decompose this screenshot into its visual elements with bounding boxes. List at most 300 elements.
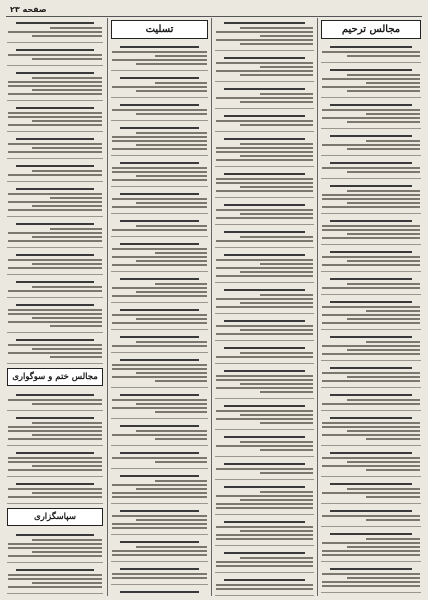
notice-text-line (112, 179, 207, 181)
notice-text-line (216, 495, 313, 497)
notice-text-line (8, 321, 102, 323)
notice-text-line (8, 457, 102, 459)
notice-text-line (50, 197, 102, 199)
notice-list-left-top (6, 18, 104, 364)
notice-block (321, 363, 421, 388)
notice-text-line (32, 120, 103, 122)
notice-block (7, 300, 103, 333)
notice-text-line (216, 445, 313, 447)
notice-block (111, 564, 208, 585)
notice-text-line (366, 538, 420, 540)
notice-text-line (8, 54, 102, 56)
notice-text-line (50, 228, 102, 230)
notice-heading-line (224, 231, 306, 233)
notice-text-line (347, 90, 421, 92)
notice-block (321, 100, 421, 129)
notice-text-line (322, 585, 420, 587)
notice-text-line (322, 144, 420, 146)
notice-text-line (32, 348, 103, 350)
notice-heading-line (330, 104, 412, 106)
notice-heading-line (120, 220, 200, 222)
notice-text-line (136, 546, 207, 548)
notice-text-line (8, 290, 102, 292)
notice-text-line (322, 86, 420, 88)
notice-text-line (216, 147, 313, 149)
notice-text-line (112, 434, 207, 436)
notice-block (321, 131, 421, 156)
notice-heading-line (120, 425, 200, 427)
notice-block (111, 189, 208, 214)
notice-block (321, 42, 421, 63)
notice-heading-line (16, 483, 95, 485)
notice-heading-line (120, 452, 200, 454)
notice-heading-line (224, 289, 306, 291)
notice-heading-line (16, 49, 95, 51)
notice-text-line (136, 175, 207, 177)
notice-text-line (8, 201, 102, 203)
notice-text-line (240, 352, 313, 354)
notice-text-line (322, 434, 420, 436)
notice-heading-line (330, 452, 412, 454)
notice-block (111, 274, 208, 303)
notice-text-line (112, 457, 207, 459)
notice-text-line (8, 543, 102, 545)
notice-block (7, 565, 103, 594)
notice-text-line (112, 492, 207, 494)
notice-block (7, 413, 103, 446)
notice-text-line (322, 51, 420, 53)
notice-heading-line (120, 104, 200, 106)
notice-text-line (260, 391, 313, 393)
notice-text-line (260, 35, 313, 37)
notice-text-line (136, 113, 207, 115)
notice-text-line (32, 147, 103, 149)
notice-text-line (112, 198, 207, 200)
notice-block (215, 169, 314, 198)
notice-heading-line (16, 138, 95, 140)
notice-text-line (112, 59, 207, 61)
notice-text-line (322, 314, 420, 316)
notice-text-line (8, 232, 102, 234)
notice-text-line (216, 333, 313, 335)
notice-text-line (347, 376, 421, 378)
notice-text-line (8, 151, 102, 153)
notice-text-line (216, 190, 313, 192)
notice-text-line (32, 317, 103, 319)
notice-text-line (216, 325, 313, 327)
notice-text-line (155, 55, 207, 57)
notice-text-line (32, 236, 103, 238)
notice-text-line (322, 109, 420, 111)
notice-text-line (216, 565, 313, 567)
notice-block (215, 250, 314, 283)
notice-text-line (8, 430, 102, 432)
notice-block (321, 181, 421, 214)
notice-text-line (366, 496, 420, 498)
notice-block (111, 587, 208, 596)
notice-heading-line (224, 138, 306, 140)
notice-text-line (8, 438, 102, 440)
notice-block (215, 111, 314, 132)
notice-text-line (112, 136, 207, 138)
notice-heading-line (224, 436, 306, 438)
notice-text-line (155, 283, 207, 285)
notice-text-line (155, 461, 207, 463)
notice-text-line (32, 286, 103, 288)
notice-heading-line (330, 69, 412, 71)
column-right (320, 18, 422, 596)
notice-text-line (347, 55, 421, 57)
column-left (6, 18, 104, 596)
notice-text-line (155, 82, 207, 84)
notice-text-line (112, 527, 207, 529)
notice-heading-line (120, 510, 200, 512)
notice-text-line (347, 283, 421, 285)
notice-heading-line (120, 77, 200, 79)
notice-heading-line (330, 162, 412, 164)
notice-block (7, 335, 103, 364)
notice-text-line (216, 159, 313, 161)
notice-text-line (136, 144, 207, 146)
notice-text-line (136, 430, 207, 432)
notice-block (215, 200, 314, 225)
notice-text-line (112, 550, 207, 552)
notice-heading-line (224, 88, 306, 90)
notice-text-line (216, 97, 313, 99)
notice-text-line (240, 124, 313, 126)
notice-text-line (322, 322, 420, 324)
notice-text-line (32, 35, 103, 37)
notice-block (111, 216, 208, 237)
notice-text-line (112, 295, 207, 297)
notice-text-line (8, 586, 102, 588)
notice-text-line (112, 484, 207, 486)
notice-block (7, 390, 103, 411)
notice-heading-line (224, 173, 306, 175)
notice-text-line (322, 345, 420, 347)
notice-text-line (112, 229, 207, 231)
notice-text-line (50, 356, 102, 358)
notice-text-line (366, 438, 420, 440)
notice-text-line (216, 182, 313, 184)
section-heading-thanks: سپاسگزاری (7, 508, 103, 526)
notice-text-line (322, 225, 420, 227)
notice-text-line (347, 349, 421, 351)
notice-block (321, 479, 421, 504)
notice-list-right (320, 42, 422, 596)
notice-text-line (112, 376, 207, 378)
notice-text-line (8, 93, 102, 95)
notice-heading-line (16, 223, 95, 225)
notice-text-line (155, 438, 207, 440)
notice-text-line (155, 252, 207, 254)
notice-text-line (366, 519, 420, 521)
notice-text-line (50, 27, 102, 29)
notice-text-line (322, 573, 420, 575)
notice-text-line (216, 217, 313, 219)
notice-heading-line (330, 533, 412, 535)
notice-text-line (366, 341, 420, 343)
notice-text-line (136, 403, 207, 405)
notice-heading-line (16, 281, 95, 283)
notice-text-line (136, 341, 207, 343)
notice-text-line (260, 472, 313, 474)
notice-heading-line (330, 568, 412, 570)
notice-text-line (322, 287, 420, 289)
notice-text-line (136, 291, 207, 293)
notice-block (215, 366, 314, 399)
notice-text-line (32, 77, 103, 79)
notice-text-line (112, 206, 207, 208)
notice-text-line (240, 101, 313, 103)
notice-block (215, 316, 314, 341)
notice-block (111, 471, 208, 504)
notice-block (215, 575, 314, 596)
notice-text-line (322, 198, 420, 200)
notice-text-line (322, 306, 420, 308)
notice-text-line (32, 551, 103, 553)
notice-text-line (32, 263, 103, 265)
notice-heading-line (120, 162, 200, 164)
notice-text-line (8, 496, 102, 498)
notice-block (111, 390, 208, 419)
notice-text-line (260, 449, 313, 451)
notice-text-line (216, 526, 313, 528)
notice-text-line (240, 43, 313, 45)
notice-text-line (112, 345, 207, 347)
notice-text-line (216, 298, 313, 300)
notice-text-line (347, 121, 421, 123)
notice-text-line (240, 329, 313, 331)
notice-text-line (112, 554, 207, 556)
notice-text-line (322, 117, 420, 119)
notice-text-line (216, 267, 313, 269)
notice-text-line (216, 503, 313, 505)
notice-block (111, 332, 208, 353)
notice-text-line (322, 353, 420, 355)
notice-text-line (216, 240, 313, 242)
notice-text-line (8, 578, 102, 580)
notice-text-line (347, 148, 421, 150)
notice-heading-line (330, 135, 412, 137)
notice-block (7, 184, 103, 217)
notice-text-line (322, 256, 420, 258)
notice-block (321, 595, 421, 596)
notice-text-line (347, 171, 421, 173)
notice-block (111, 73, 208, 98)
notice-heading-line (224, 57, 306, 59)
notice-text-line (347, 260, 421, 262)
notice-text-line (32, 539, 103, 541)
notice-heading-line (224, 22, 306, 24)
notice-text-line (322, 550, 420, 552)
notice-text-line (216, 70, 313, 72)
notice-text-line (50, 325, 102, 327)
notice-text-line (347, 190, 421, 192)
notice-text-line (240, 213, 313, 215)
notice-text-line (216, 31, 313, 33)
notice-text-line (8, 469, 102, 471)
notice-text-line (8, 259, 102, 261)
notice-text-line (32, 434, 103, 436)
notice-text-line (136, 132, 207, 134)
notice-text-line (8, 399, 102, 401)
notice-text-line (240, 186, 313, 188)
notice-heading-line (330, 394, 412, 396)
notice-heading-line (224, 320, 306, 322)
notice-heading-line (16, 452, 95, 454)
notice-text-line (322, 515, 420, 517)
notice-text-line (260, 93, 313, 95)
notice-text-line (347, 74, 421, 76)
notice-text-line (216, 379, 313, 381)
notice-heading-line (16, 188, 95, 190)
notice-heading-line (330, 336, 412, 338)
notice-text-line (112, 51, 207, 53)
notice-block (215, 343, 314, 364)
notice-text-line (112, 496, 207, 498)
notice-text-line (216, 178, 313, 180)
notice-heading-line (16, 417, 95, 419)
notice-text-line (347, 577, 421, 579)
page-header (6, 4, 422, 17)
notice-text-line (347, 233, 421, 235)
notice-list-center-right (214, 18, 315, 596)
notice-block (215, 285, 314, 314)
notice-text-line (322, 403, 420, 405)
column-divider (211, 18, 212, 596)
notice-block (321, 274, 421, 295)
notice-block (111, 42, 208, 71)
notice-text-line (112, 86, 207, 88)
notice-text-line (8, 352, 102, 354)
notice-text-line (8, 31, 102, 33)
notice-text-line (240, 271, 313, 273)
notice-text-line (347, 318, 421, 320)
notice-text-line (155, 411, 207, 413)
notice-text-line (8, 574, 102, 576)
notice-text-line (366, 113, 420, 115)
notice-text-line (347, 488, 421, 490)
notice-text-line (322, 78, 420, 80)
notice-text-line (216, 306, 313, 308)
notice-heading-line (224, 204, 306, 206)
notice-text-line (322, 465, 420, 467)
notice-text-line (216, 151, 313, 153)
notice-text-line (322, 229, 420, 231)
notice-block (321, 564, 421, 593)
notice-text-line (8, 143, 102, 145)
notice-text-line (112, 167, 207, 169)
notice-heading-line (330, 483, 412, 485)
notice-text-line (216, 410, 313, 412)
notice-heading-line (120, 127, 200, 129)
notice-text-line (347, 546, 421, 548)
notice-text-line (216, 588, 313, 590)
notice-text-line (32, 205, 103, 207)
notice-heading-line (224, 463, 306, 465)
notice-heading-line (120, 568, 200, 570)
notice-block (215, 482, 314, 515)
notice-block (111, 355, 208, 388)
notice-text-line (240, 414, 313, 416)
notice-block (215, 227, 314, 248)
notice-heading-line (330, 185, 412, 187)
page-number: صفحه ۲۳ (10, 5, 47, 14)
notice-block (321, 158, 421, 179)
notice-heading-line (120, 243, 200, 245)
notice-heading-line (16, 304, 95, 306)
notice-heading-line (16, 165, 95, 167)
notice-text-line (112, 109, 207, 111)
notice-text-line (347, 399, 421, 401)
notice-text-line (216, 120, 313, 122)
notice-text-line (216, 534, 313, 536)
notice-block (321, 390, 421, 411)
notice-text-line (112, 407, 207, 409)
notice-heading-line (224, 486, 306, 488)
notice-heading-line (120, 278, 200, 280)
notice-text-line (240, 499, 313, 501)
notice-block (215, 432, 314, 457)
notice-heading-line (16, 254, 95, 256)
notice-heading-line (120, 394, 200, 396)
notice-block (215, 53, 314, 82)
notice-text-line (260, 294, 313, 296)
notice-heading-line (120, 336, 200, 338)
notice-text-line (8, 344, 102, 346)
notice-text-line (240, 155, 313, 157)
notice-heading-line (120, 46, 200, 48)
notice-text-line (32, 492, 103, 494)
notice-heading-line (16, 22, 95, 24)
notice-block (111, 506, 208, 535)
notice-heading-line (330, 301, 412, 303)
notice-block (321, 332, 421, 361)
notice-text-line (322, 422, 420, 424)
notice-text-line (240, 302, 313, 304)
notice-text-line (216, 275, 313, 277)
notice-text-line (216, 62, 313, 64)
notice-block (7, 277, 103, 298)
notice-text-line (112, 523, 207, 525)
notice-block (7, 530, 103, 563)
notice-text-line (136, 519, 207, 521)
notice-heading-line (120, 193, 200, 195)
notice-text-line (216, 507, 313, 509)
notice-text-line (8, 81, 102, 83)
notice-text-line (8, 267, 102, 269)
notice-text-line (8, 193, 102, 195)
notice-block (111, 305, 208, 330)
notice-text-line (216, 418, 313, 420)
notice-block (321, 506, 421, 527)
notice-text-line (112, 264, 207, 266)
notice-text-line (366, 140, 420, 142)
notice-text-line (366, 310, 420, 312)
notice-heading-line (330, 46, 412, 48)
notice-heading-line (16, 394, 95, 396)
notice-text-line (8, 124, 102, 126)
notice-text-line (136, 372, 207, 374)
notice-text-line (322, 492, 420, 494)
notice-text-line (112, 314, 207, 316)
notice-block (321, 247, 421, 272)
notice-text-line (322, 372, 420, 374)
notice-text-line (32, 89, 103, 91)
notice-text-line (240, 236, 313, 238)
notice-text-line (322, 237, 420, 239)
